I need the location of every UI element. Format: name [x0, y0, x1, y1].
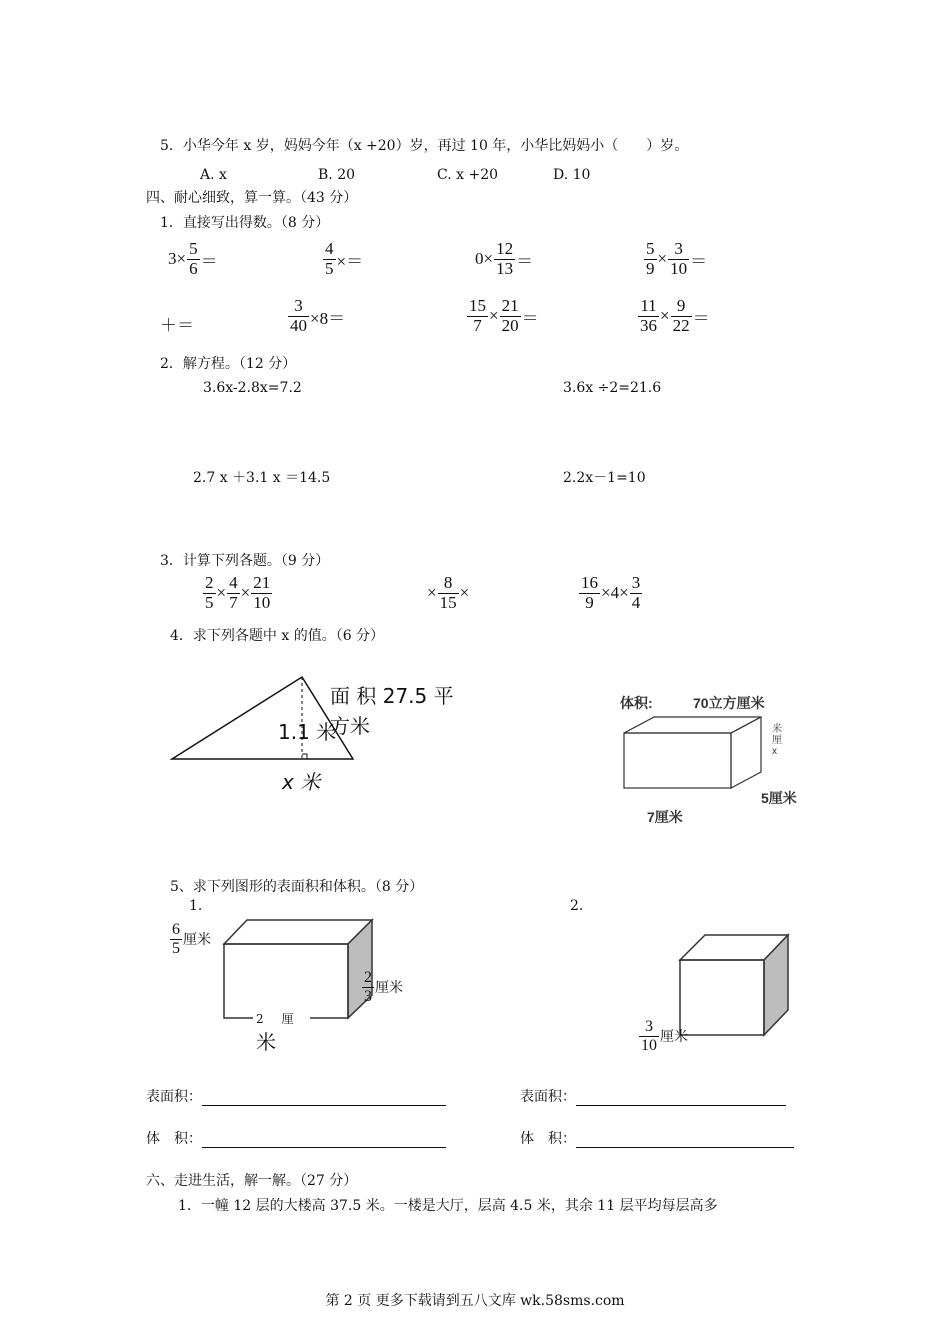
fig1-label: 1. — [189, 898, 203, 914]
calc-1: 3× $\frac{5}{6}$ ＝ — [168, 239, 218, 278]
section4-title: 四、耐心细致，算一算。（43 分） — [146, 190, 358, 206]
triangle-height-label: 1.1 米 — [278, 720, 337, 744]
calc-5: ＋＝ — [160, 316, 194, 335]
cube-figure — [675, 930, 795, 1040]
cuboid-figure — [215, 915, 385, 1025]
q5-option-b: B. 20 — [318, 167, 356, 183]
box-volume-value: 70立方厘米 — [693, 695, 765, 711]
p3-title: 3．计算下列各题。（9 分） — [160, 553, 330, 569]
section5-title: 5、求下列图形的表面积和体积。（8 分） — [170, 879, 424, 895]
fig1-surface-area: 表面积： — [146, 1086, 446, 1106]
fig1-length-top: 2 厘 — [256, 1012, 294, 1026]
calc-3: 0× $\frac{12}{13}$ ＝ — [475, 239, 534, 278]
p4-title: 4．求下列各题中 x 的值。（6 分） — [170, 628, 385, 644]
calc-7: $\frac{15}{7}$ × $\frac{21}{20}$ ＝ — [469, 296, 539, 335]
calc-expr-3: $\frac{16}{9}$ ×4× $\frac{3}{4}$ — [581, 573, 641, 612]
triangle-area-line2: 方米 — [330, 714, 370, 738]
fig1-volume: 体 积： — [146, 1128, 446, 1148]
p1-title: 1．直接写出得数。（8 分） — [160, 215, 330, 231]
box-volume-label: 体积: — [620, 695, 653, 711]
fig2-volume-blank[interactable] — [576, 1146, 794, 1148]
fig2-volume: 体 积： — [520, 1128, 794, 1148]
calc-expr-2: × $\frac{8}{15}$ × — [427, 573, 470, 612]
section6-title: 六、走进生活，解一解。（27 分） — [146, 1173, 358, 1189]
fig2-surface-blank[interactable] — [576, 1104, 786, 1106]
fig2-surface-area: 表面积： — [520, 1086, 786, 1106]
box-length-label: 7厘米 — [647, 809, 683, 825]
q5-option-a: A. x — [200, 167, 227, 183]
equation-2: 3.6x ÷2=21.6 — [563, 380, 662, 396]
section6-q1: 1．一幢 12 层的大楼高 37.5 米。一楼是大厅，层高 4.5 米，其余 11 层平均每层高多 — [178, 1198, 718, 1214]
fig1-volume-blank[interactable] — [202, 1146, 446, 1148]
calc-2: $\frac{4}{5}$ ×＝ — [325, 239, 364, 278]
box-height-label: 米厘x — [772, 724, 782, 757]
q5-option-c: C. x +20 — [437, 167, 499, 183]
fig1-surface-blank[interactable] — [202, 1104, 446, 1106]
fig1-depth-label: $\frac{6}{5}$ 厘米 — [172, 921, 211, 957]
box-width-label: 5厘米 — [761, 790, 797, 806]
calc-4: $\frac{5}{9}$ × $\frac{3}{10}$ ＝ — [646, 239, 708, 278]
calc-6: $\frac{3}{40}$ ×8＝ — [290, 296, 346, 335]
fig1-height-label: $\frac{2}{3}$ 厘米 — [364, 969, 403, 1005]
equation-3: 2.7 x ＋3.1 x ＝14.5 — [193, 470, 331, 486]
triangle-base-label: x 米 — [282, 770, 321, 794]
equation-1: 3.6x-2.8x=7.2 — [203, 380, 302, 396]
calc-8: $\frac{11}{36}$ × $\frac{9}{22}$ ＝ — [640, 296, 710, 335]
q5-stem: 5．小华今年 x 岁，妈妈今年（x +20）岁，再过 10 年，小华比妈妈小（ ）岁。 — [160, 138, 689, 154]
fig2-label: 2. — [570, 898, 584, 914]
fig2-edge-label: $\frac{3}{10}$ 厘米 — [641, 1018, 688, 1054]
calc-expr-1: $\frac{2}{5}$ × $\frac{4}{7}$ × $\frac{21}{10}$ — [205, 573, 271, 612]
p2-title: 2．解方程。（12 分） — [160, 356, 297, 372]
triangle-area-line1: 面 积 27.5 平 — [330, 684, 454, 708]
fig1-length-bottom: 米 — [256, 1030, 276, 1054]
page-footer: 第 2 页 更多下载请到五八文库 wk.58sms.com — [325, 1293, 625, 1309]
equation-4: 2.2x－1=10 — [563, 470, 646, 486]
q5-option-d: D. 10 — [553, 167, 591, 183]
